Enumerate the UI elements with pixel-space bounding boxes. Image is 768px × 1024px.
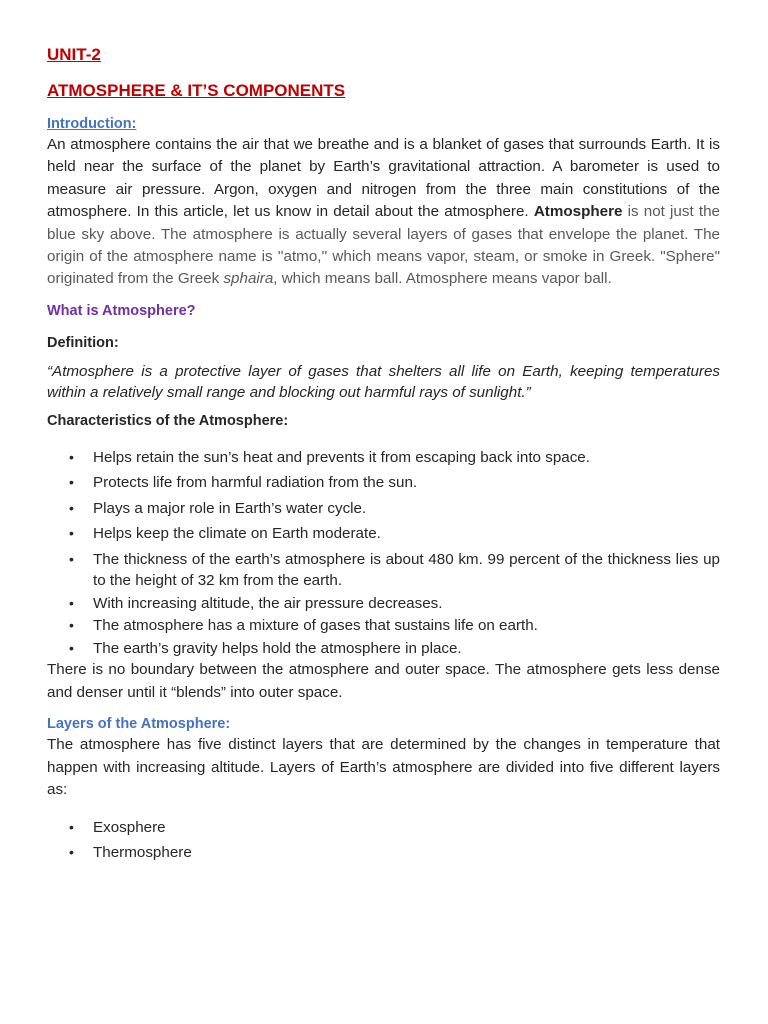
list-item: • Helps keep the climate on Earth moderate. <box>47 523 720 545</box>
characteristics-list <box>47 447 720 660</box>
list-item: • Plays a major role in Earth’s water cycle. <box>47 498 720 520</box>
list-item: • Protects life from harmful radiation from the sun. <box>47 472 720 494</box>
list-item: • Helps retain the sun’s heat and prevents it from escaping back into space. <box>47 447 720 469</box>
definition-heading: Definition: <box>47 334 119 351</box>
list-item: • The thickness of the earth’s atmosphere is about 480 km. 99 percent of the thickness lies up to the height of 32 km from the earth. <box>47 549 720 592</box>
layers-paragraph: The atmosphere has five distinct layers that are determined by the changes in temperature that happen with increasing altitude. Layers of Earth’s atmosphere are divided into five different layers as: <box>47 736 720 798</box>
list-item: • Exosphere <box>47 817 720 839</box>
document-page <box>47 44 720 863</box>
layers-list <box>47 817 720 863</box>
intro-text-3: , which means ball. Atmosphere means vapor ball. <box>273 270 612 288</box>
intro-text-2: is not just the blue sky above. The atmosphere is actually several layers of gases that envelope the planet. The origin of the atmosphere name is ''atmo,'' which means vapor, steam, or smoke in Greek. "Sphere" originated from the Greek <box>47 203 720 288</box>
document-title: ATMOSPHERE & IT’S COMPONENTS <box>47 81 346 100</box>
unit-title: UNIT-2 <box>47 45 101 64</box>
intro-italic-term: sphaira <box>223 270 274 288</box>
list-item: • Thermosphere <box>47 842 720 864</box>
boundary-paragraph: There is no boundary between the atmosphere and outer space. The atmosphere gets less dense and denser until it “blends” into outer space. <box>47 661 720 701</box>
introduction-paragraph <box>47 134 720 291</box>
definition-quote: “Atmosphere is a protective layer of gases that shelters all life on Earth, keeping temperatures within a relatively small range and blocking out harmful rays of sunlight.” <box>47 362 720 401</box>
layers-heading: Layers of the Atmosphere: <box>47 716 231 733</box>
intro-bold-term: Atmosphere <box>533 203 623 221</box>
characteristics-heading: Characteristics of the Atmosphere: <box>47 412 289 429</box>
intro-text-1: An atmosphere contains the air that we breathe and is a blanket of gases that surrounds Earth. It is held near the surface of the planet by Earth’s gravitational attraction. A barometer is used to measure air pressure. Argon, oxygen and nitrogen from the three main constitutions of the atmosphere. In this article, let us know in detail about the atmosphere. <box>47 136 720 221</box>
list-item: • The earth’s gravity helps hold the atmosphere in place. <box>47 638 720 660</box>
what-is-atmosphere-heading: What is Atmosphere? <box>47 302 196 319</box>
list-item: • The atmosphere has a mixture of gases that sustains life on earth. <box>47 615 720 637</box>
list-item: • With increasing altitude, the air pressure decreases. <box>47 593 720 615</box>
introduction-heading: Introduction: <box>47 116 137 132</box>
